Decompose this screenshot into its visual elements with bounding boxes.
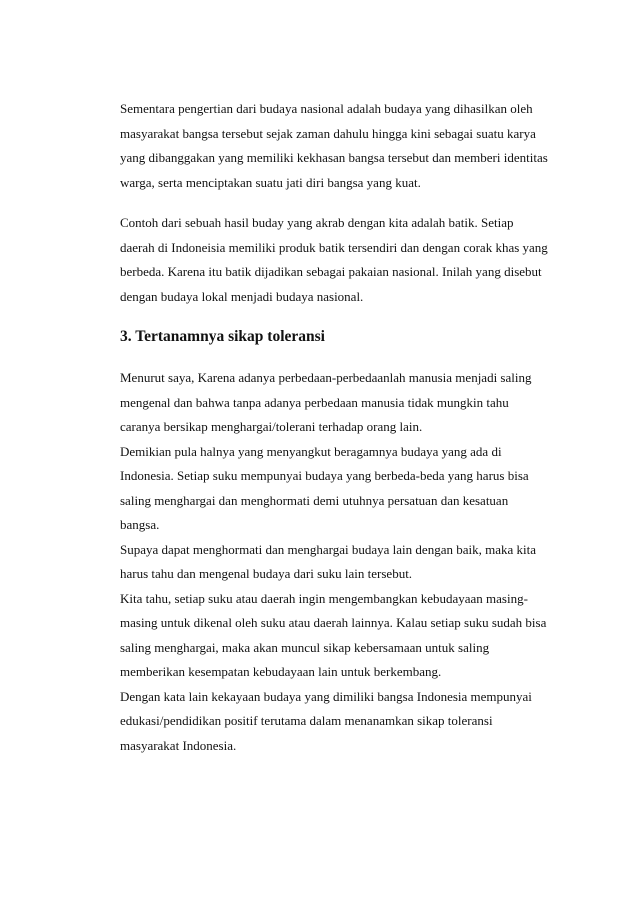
text-line: Indonesia. Setiap suku mempunyai budaya yang berbeda-beda yang harus bisa xyxy=(120,468,529,483)
text-line: saling menghargai, maka akan muncul sikap kebersamaan untuk saling xyxy=(120,639,490,655)
text-line: mengenal dan bahwa tanpa adanya perbedaan manusia tidak mungkin tahu xyxy=(120,394,509,410)
text-line: harus tahu dan mengenal budaya dari suku lain tersebut. xyxy=(120,566,413,581)
paragraph-contoh-batik xyxy=(120,211,560,309)
paragraph-budaya-nasional xyxy=(120,97,560,195)
text-line: saling menghargai dan menghormati demi utuhnya persatuan dan kesatuan xyxy=(120,492,509,508)
text-line: Demikian pula halnya yang menyangkut beragamnya budaya yang ada di xyxy=(120,443,502,459)
text-line: edukasi/pendidikan positif terutama dalam menanamkan sikap toleransi xyxy=(120,713,493,728)
text-line: masing untuk dikenal oleh suku atau daerah lainnya. Kalau setiap suku sudah bisa xyxy=(120,615,547,630)
text-line: Kita tahu, setiap suku atau daerah ingin mengembangkan kebudayaan masing- xyxy=(120,590,528,606)
text-line: berbeda. Karena itu batik dijadikan sebagai pakaian nasional. Inilah yang disebut xyxy=(120,264,542,279)
document-body xyxy=(120,97,560,758)
paragraph-spacer xyxy=(120,309,560,325)
paragraph-spacer xyxy=(120,195,560,211)
text-line: Menurut saya, Karena adanya perbedaan-perbedaanlah manusia menjadi saling xyxy=(120,370,532,385)
text-line: daerah di Indoneisia memiliki produk batik tersendiri dan dengan corak khas yang xyxy=(120,239,548,255)
text-line: caranya bersikap menghargai/tolerani terhadap orang lain. xyxy=(120,419,423,434)
text-line: warga, serta menciptakan suatu jati diri bangsa yang kuat. xyxy=(120,174,421,190)
text-line: Dengan kata lain kekayaan budaya yang dimiliki bangsa Indonesia mempunyai xyxy=(120,688,532,704)
text-line: Sementara pengertian dari budaya nasional adalah budaya yang dihasilkan oleh xyxy=(120,101,533,116)
paragraph-spacer xyxy=(120,349,560,366)
text-line: Contoh dari sebuah hasil buday yang akrab dengan kita adalah batik. Setiap xyxy=(120,215,514,230)
text-line: dengan budaya lokal menjadi budaya nasional. xyxy=(120,288,364,304)
section-heading: 3. Tertanamnya sikap toleransi xyxy=(120,328,325,345)
text-line: memberikan kesempatan kebudayaan lain untuk berkembang. xyxy=(120,664,442,679)
text-line: yang dibanggakan yang memiliki kekhasan bangsa tersebut dan memberi identitas xyxy=(120,150,548,165)
text-line: masyarakat bangsa tersebut sejak zaman dahulu hingga kini sebagai suatu karya xyxy=(120,125,536,141)
text-line: bangsa. xyxy=(120,517,160,532)
paragraph-toleransi xyxy=(120,366,560,758)
text-line: Supaya dapat menghormati dan menghargai budaya lain dengan baik, maka kita xyxy=(120,541,536,557)
text-line: masyarakat Indonesia. xyxy=(120,737,237,753)
